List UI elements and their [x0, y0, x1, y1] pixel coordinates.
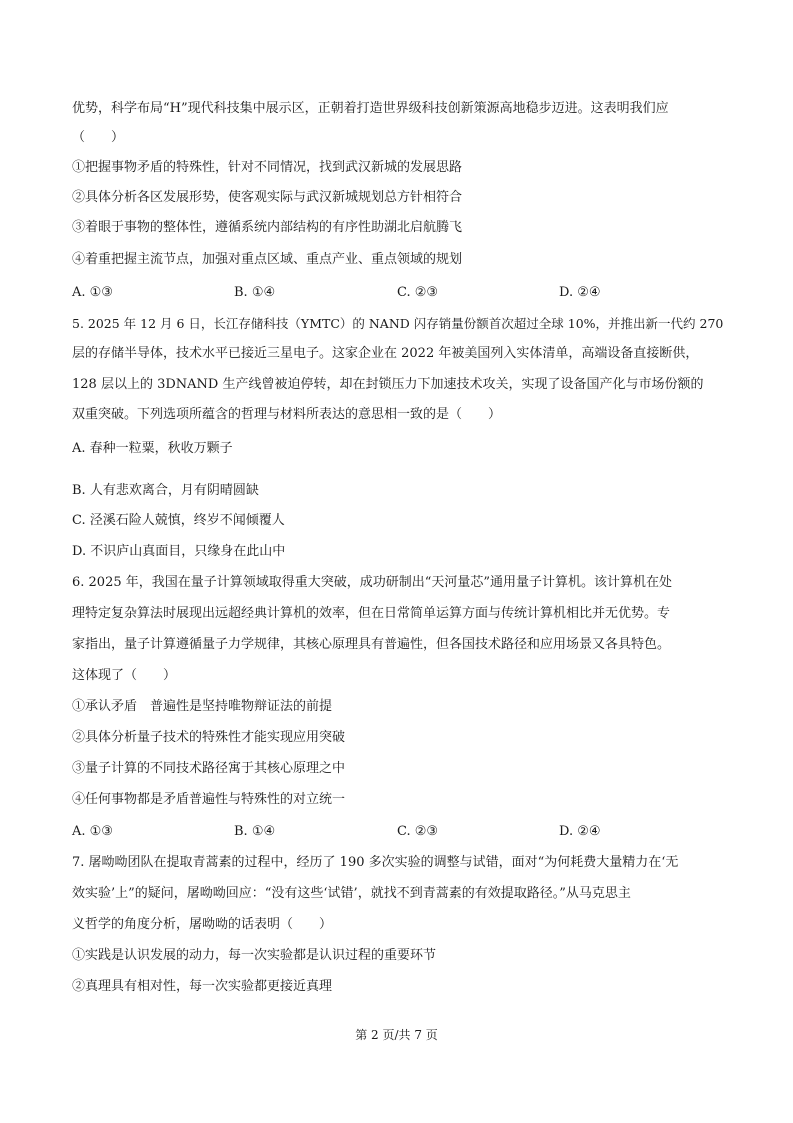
- q7-statement-2: ②真理具有相对性，每一次实验都更接近真理: [72, 979, 333, 994]
- q6-stem-line: 家指出，量子计算遵循量子力学规律，其核心原理具有普遍性，但各国技术路径和应用场景又各具特色。: [72, 637, 671, 652]
- q6-stem-line: 理特定复杂算法时展现出远超经典计算机的效率，但在日常简单运算方面与传统计算机相比并无优势。专: [72, 606, 671, 621]
- q6-option-c[interactable]: C. ②③: [397, 824, 439, 839]
- q6-statement-1: ①承认矛盾 普遍性是坚持唯物辩证法的前提: [72, 699, 333, 714]
- q4-option-a[interactable]: A. ①③: [72, 285, 113, 300]
- q5-option-a[interactable]: A. 春种一粒粟，秋收万颗子: [72, 441, 233, 456]
- q6-statement-2: ②具体分析量子技术的特殊性才能实现应用突破: [72, 730, 346, 745]
- q6-option-a[interactable]: A. ①③: [72, 824, 113, 839]
- page-number: 第 2 页/共 7 页: [355, 1028, 438, 1042]
- q6-stem-line: 6. 2025 年，我国在量子计算领域取得重大突破，成功研制出“天河量芯”通用量子计算机。该计算机在处: [72, 575, 673, 590]
- q6-stem-line: 这体现了（ ）: [72, 668, 177, 683]
- q4-statement-4: ④着重把握主流节点，加强对重点区域、重点产业、重点领域的规划: [72, 252, 463, 267]
- q4-option-d[interactable]: D. ②④: [559, 285, 601, 300]
- q4-stem-line: （ ）: [72, 130, 125, 145]
- q7-stem-line: 7. 屠呦呦团队在提取青蒿素的过程中，经历了 190 多次实验的调整与试错，面对“为何耗费大量精力在‘无: [72, 855, 679, 870]
- q4-option-b[interactable]: B. ①④: [234, 285, 276, 300]
- q6-options: [72, 822, 727, 842]
- q6-option-b[interactable]: B. ①④: [234, 824, 276, 839]
- q5-stem-line: 层的存储半导体，技术水平已接近三星电子。这家企业在 2022 年被美国列入实体清单，高端设备直接断供，: [72, 346, 699, 361]
- q7-statement-1: ①实践是认识发展的动力，每一次实验都是认识过程的重要环节: [72, 948, 437, 963]
- q5-option-b[interactable]: B. 人有悲欢离合，月有阴晴圆缺: [72, 483, 259, 498]
- q4-options: [72, 283, 727, 303]
- q5-stem-line: 5. 2025 年 12 月 6 日，长江存储科技（YMTC）的 NAND 闪存销量份额首次超过全球 10%，并推出新一代约 270: [72, 316, 724, 331]
- q6-statement-3: ③量子计算的不同技术路径寓于其核心原理之中: [72, 761, 346, 776]
- q5-option-d[interactable]: D. 不识庐山真面目，只缘身在此山中: [72, 544, 286, 559]
- q5-option-c[interactable]: C. 泾溪石险人兢慎，终岁不闻倾覆人: [72, 513, 285, 528]
- q4-statement-2: ②具体分析各区发展形势，使客观实际与武汉新城规划总方针相符合: [72, 190, 463, 205]
- q7-stem-line: 义哲学的角度分析，屠呦呦的话表明（ ）: [72, 917, 333, 932]
- q4-option-c[interactable]: C. ②③: [397, 285, 439, 300]
- q6-option-d[interactable]: D. ②④: [559, 824, 601, 839]
- q4-stem-line: 优势，科学布局“H”现代科技集中展示区，正朝着打造世界级科技创新策源高地稳步迈进。这表明我们应: [72, 101, 669, 116]
- q4-statement-3: ③着眼于事物的整体性，遵循系统内部结构的有序性助湖北启航腾飞: [72, 220, 463, 235]
- q4-statement-1: ①把握事物矛盾的特殊性，针对不同情况，找到武汉新城的发展思路: [72, 160, 463, 175]
- q6-statement-4: ④任何事物都是矛盾普遍性与特殊性的对立统一: [72, 792, 346, 807]
- q7-stem-line: 效实验’上”的疑问，屠呦呦回应：“没有这些‘试错’，就找不到青蒿素的有效提取路径。”从马克思主: [72, 886, 631, 901]
- q5-stem-line: 128 层以上的 3DNAND 生产线曾被迫停转，却在封锁压力下加速技术攻关，实现了设备国产化与市场份额的: [72, 377, 704, 392]
- q5-stem-line: 双重突破。下列选项所蕴含的哲理与材料所表达的意思相一致的是（ ）: [72, 407, 502, 422]
